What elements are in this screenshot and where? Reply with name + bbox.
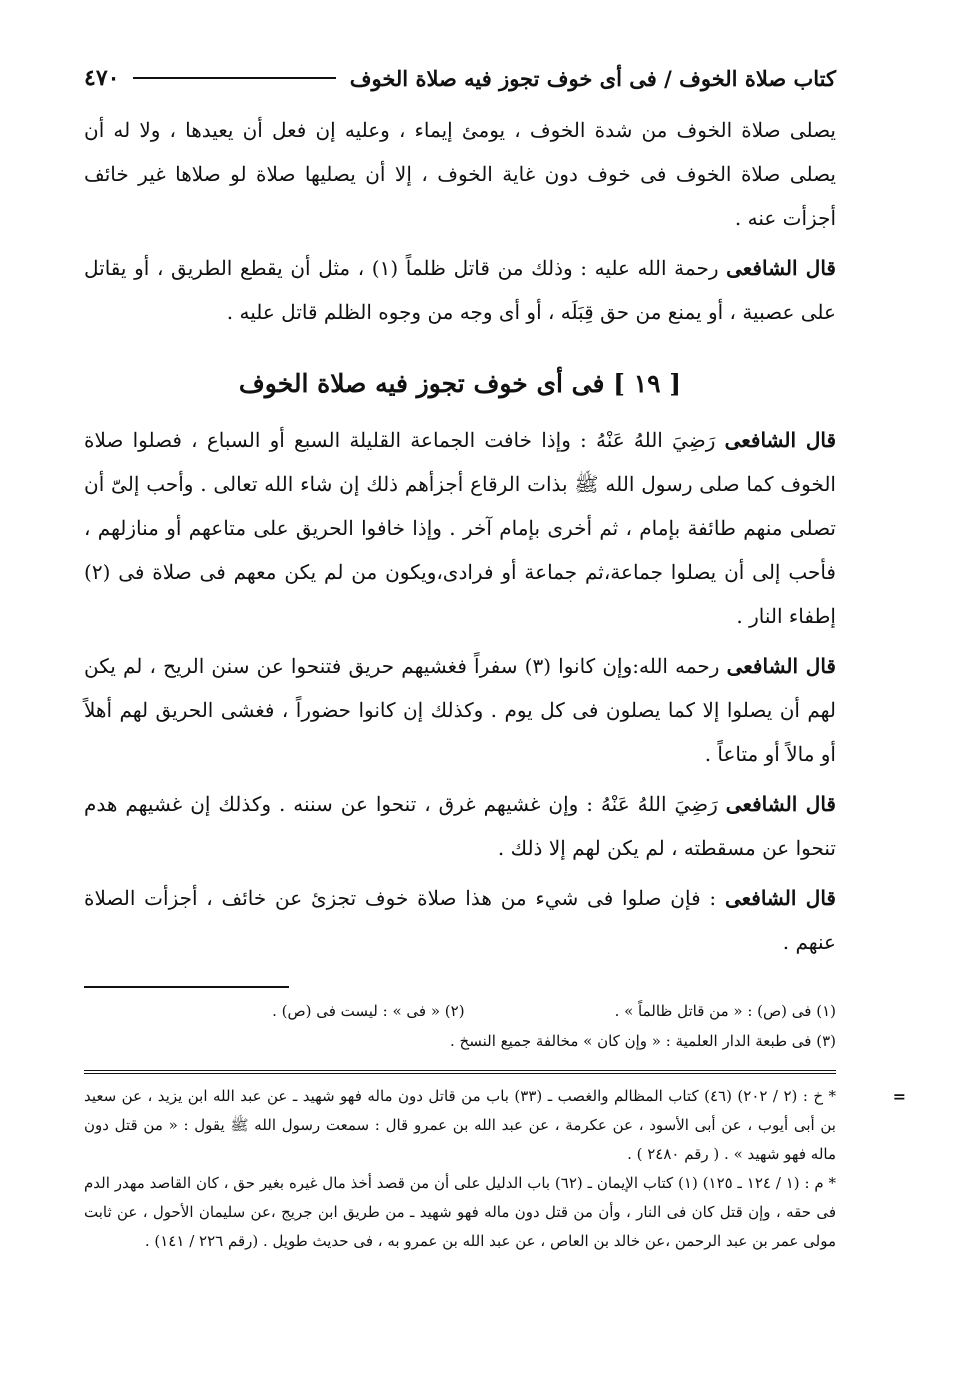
paragraph-text: رحمه الله:وإن كانوا (٣) سفراً فغشيهم حريق فتنحوا عن سنن الريح ، لم يكن لهم أن يصلوا إلا كما يصلون فى كل يوم . وكذلك إن كانوا حضوراً ، فغشى الحريق لهم أهلاً أو مالاً أو متاعاً .	[84, 654, 836, 766]
paragraph-text: رَضِيَ اللهُ عَنْهُ : وإن غشيهم غرق ، تنحوا عن سننه . وكذلك إن غشيهم هدم تنحوا عن مسقطته ، لم يكن لهم إلا ذلك .	[84, 792, 836, 860]
takhrij-notes	[84, 1082, 906, 1256]
footnotes	[84, 996, 836, 1056]
takhrij-entry-muslim: * م : (١ / ١٢٤ ـ ١٢٥) (١) كتاب الإيمان ـ (٦٢) باب الدليل على أن من قصد أخذ مال غيره بغير حق ، كان القاصد مهدر الدم فى حقه ، وإن قتل كان فى النار ، وأن من قتل دون ماله فهو شهيد ـ من طريق ابن جريج ،عن سليمان الأحول ، عن ثابت مولى عمر بن عبد الرحمن ،عن خالد بن العاص ، عن عبد الله بن عمرو به ، فى حديث طويل . (رقم ٢٢٦ / ١٤١) .	[84, 1174, 837, 1250]
speaker-label: قال الشافعى	[726, 256, 836, 280]
paragraph-text: : فإن صلوا فى شيء من هذا صلاة خوف تجزئ عن خائف ، أجزأت الصلاة عنهم .	[84, 886, 836, 954]
footnote-1: (١) فى (ص) : « من قاتل ظالماً » .	[614, 1002, 836, 1020]
speaker-label: قال الشافعى	[726, 654, 836, 678]
speaker-label: قال الشافعى	[724, 886, 836, 910]
section-paragraph-1	[84, 418, 836, 638]
speaker-label: قال الشافعى	[725, 792, 836, 816]
paragraph-text: رَضِيَ اللهُ عَنْهُ : وإذا خافت الجماعة القليلة السبع أو السباع ، فصلوا صلاة الخوف كما صلى رسول الله ﷺ بذات الرقاع أجزأهم ذلك إن شاء الله تعالى . وأحب إلىّ أن تصلى منهم طائفة بإمام ، ثم أخرى بإمام آخر . وإذا خافوا الحريق على متاعهم أو منازلهم ، فأحب إلى أن يصلوا جماعة،ثم جماعة أو فرادى،ويكون من لم يكن معهم فى صلاة فى (٢) إطفاء النار .	[84, 428, 836, 628]
section-heading: [ ١٩ ] فى أى خوف تجوز فيه صلاة الخوف	[238, 369, 682, 398]
footnote-3: (٣) فى طبعة الدار العلمية : « وإن كان » مخالفة جميع النسخ .	[450, 1032, 836, 1050]
paragraph-text: رحمة الله عليه : وذلك من قاتل ظلماً (١) ، مثل أن يقطع الطريق ، أو يقاتل على عصبية ، أو يمنع من حق قِبَلَه ، أو أى وجه من وجوه الظلم قاتل عليه .	[84, 256, 836, 324]
footnote-separator	[84, 986, 289, 988]
main-text	[84, 108, 836, 964]
running-header	[84, 58, 836, 98]
continuation-marker: =	[892, 1087, 906, 1106]
footnote-2: (٢) « فى » : ليست فى (ص) .	[272, 1002, 465, 1020]
section-paragraph-3	[84, 782, 836, 870]
paragraph-2	[84, 246, 836, 334]
takhrij-entry-bukhari: * خ : (٢ / ٢٠٢) (٤٦) كتاب المظالم والغصب ـ (٣٣) باب من قاتل دون ماله فهو شهيد ـ عن عبد الله ابن يزيد ، عن سعيد بن أبى أيوب ، عن أبى الأسود ، عن عكرمة ، عن عبد الله بن عمرو قال : سمعت رسول الله ﷺ يقول : « من قتل دون ماله فهو شهيد » . ( رقم ٢٤٨٠ ) .	[84, 1087, 836, 1163]
speaker-label: قال الشافعى	[724, 428, 837, 452]
book-page	[84, 58, 906, 1256]
takhrij-separator	[84, 1070, 836, 1074]
running-title: كتاب صلاة الخوف / فى أى خوف تجوز فيه صلاة الخوف	[349, 65, 836, 91]
paragraph-text: يصلى صلاة الخوف من شدة الخوف ، يومئ إيماء ، وعليه إن فعل أن يعيدها ، ولا له أن يصلى صلاة الخوف فى خوف دون غاية الخوف ، إلا أن يصليها صلاة لو صلاها غير خائف أجزأت عنه .	[84, 118, 836, 230]
page-number: ٤٧٠	[84, 65, 120, 91]
paragraph-1	[84, 108, 836, 240]
section-paragraph-2	[84, 644, 836, 776]
footnote-row	[84, 996, 836, 1026]
header-rule	[133, 77, 335, 79]
section-paragraph-4	[84, 876, 836, 964]
